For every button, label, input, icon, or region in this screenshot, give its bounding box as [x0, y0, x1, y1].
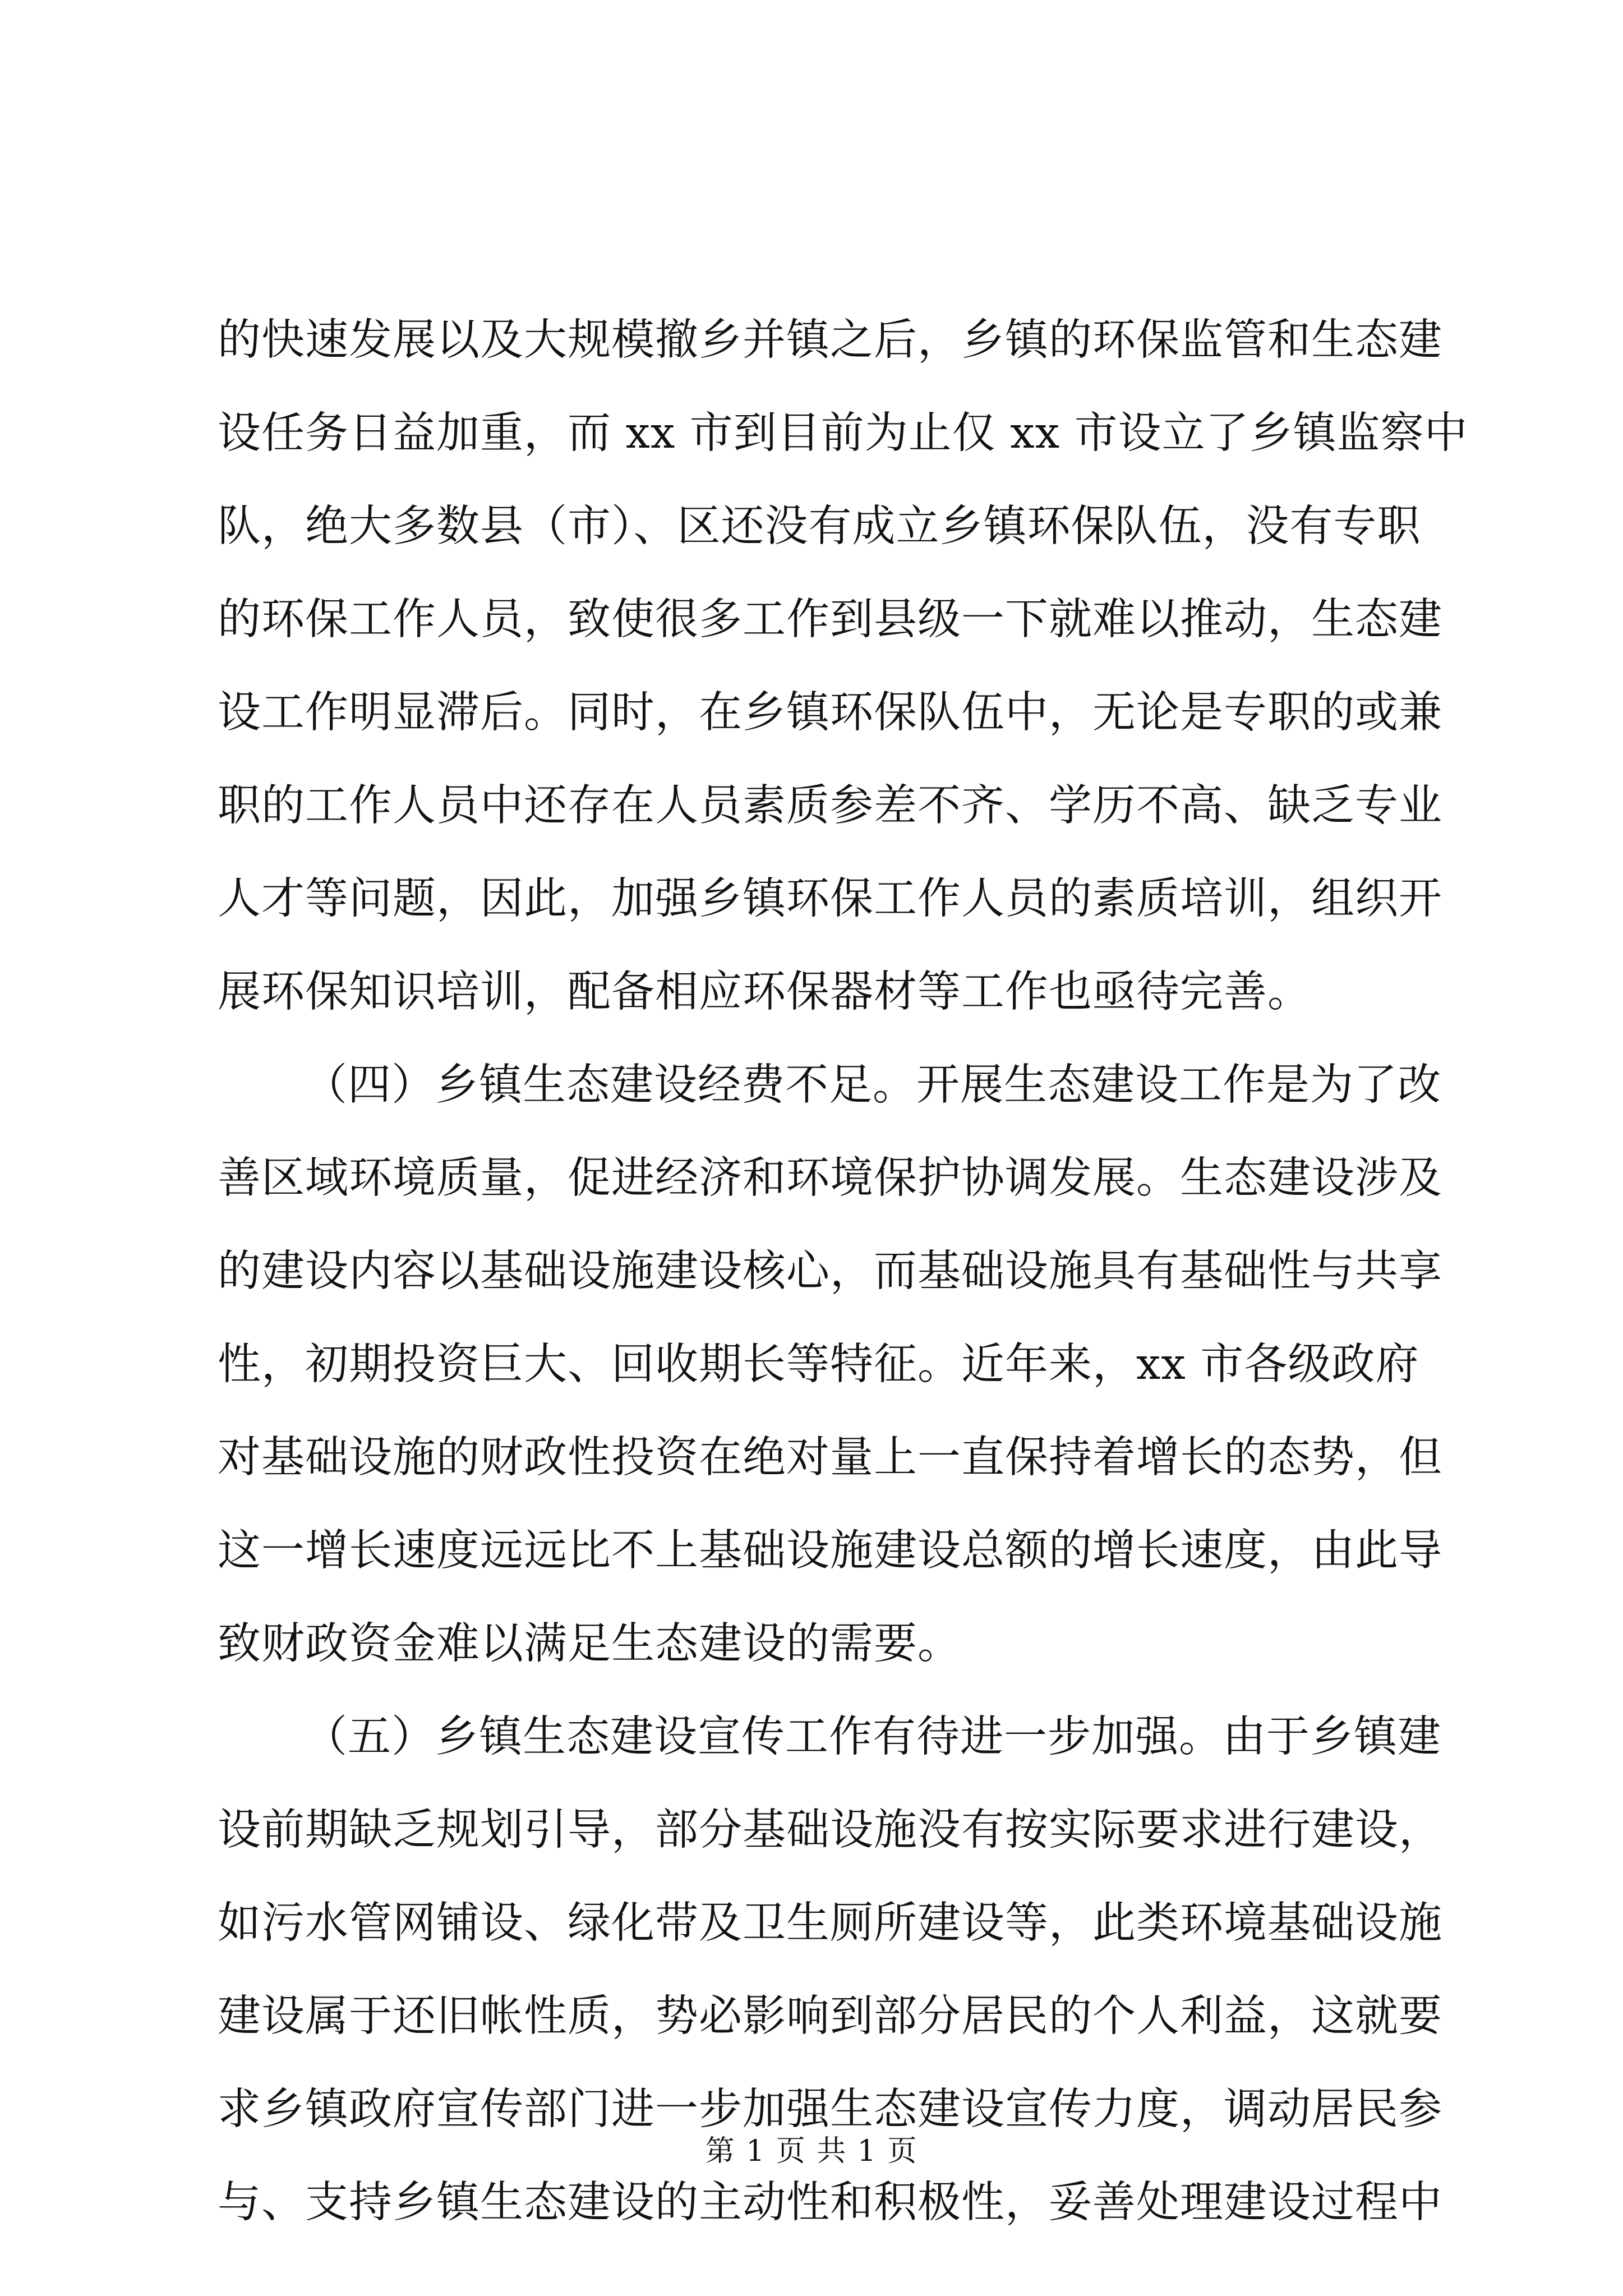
text-line: 建设属于还旧帐性质，势必影响到部分居民的个人利益，这就要 [218, 1991, 1442, 2041]
text-line: 人才等问题，因此，加强乡镇环保工作人员的素质培训，组织开 [218, 874, 1442, 924]
text-line: 设任务日益加重，而 xx 市到目前为止仅 xx 市设立了乡镇监察中 [218, 408, 1468, 458]
text-line: 展环保知识培训，配备相应环保器材等工作也亟待完善。 [218, 967, 1311, 1017]
text-line: 职的工作人员中还存在人员素质参差不齐、学历不高、缺乏专业 [218, 781, 1442, 831]
text-line: 性，初期投资巨大、回收期长等特征。近年来，xx 市各级政府 [218, 1340, 1419, 1389]
text-line: 这一增长速度远远比不上基础设施建设总额的增长速度，由此导 [218, 1526, 1442, 1576]
text-line: 如污水管网铺设、绿化带及卫生厕所建设等，此类环境基础设施 [218, 1898, 1442, 1948]
paragraph-heading-line: （四）乡镇生态建设经费不足。开展生态建设工作是为了改 [304, 1060, 1441, 1110]
text-line: 善区域环境质量，促进经济和环境保护协调发展。生态建设涉及 [218, 1153, 1442, 1203]
text-line: 的环保工作人员，致使很多工作到县级一下就难以推动，生态建 [218, 595, 1442, 645]
text-line: 的快速发展以及大规模撤乡并镇之后，乡镇的环保监管和生态建 [218, 315, 1442, 365]
page-number-footer: 第 1 页 共 1 页 [705, 2134, 918, 2168]
text-line: 的建设内容以基础设施建设核心，而基础设施具有基础性与共享 [218, 1246, 1442, 1296]
text-line: 设工作明显滞后。同时，在乡镇环保队伍中，无论是专职的或兼 [218, 688, 1442, 738]
text-line: 设前期缺乏规划引导，部分基础设施没有按实际要求进行建设， [218, 1805, 1442, 1855]
paragraph-heading-line: （五）乡镇生态建设宣传工作有待进一步加强。由于乡镇建 [304, 1712, 1441, 1762]
text-line: 对基础设施的财政性投资在绝对量上一直保持着增长的态势，但 [218, 1433, 1442, 1483]
text-line: 队，绝大多数县（市）、区还没有成立乡镇环保队伍，没有专职 [218, 501, 1421, 551]
text-line: 与、支持乡镇生态建设的主动性和积极性，妥善处理建设过程中 [218, 2178, 1442, 2228]
text-line: 求乡镇政府宣传部门进一步加强生态建设宣传力度，调动居民参 [218, 2085, 1442, 2134]
body-text [218, 294, 1468, 2249]
text-line: 致财政资金难以满足生态建设的需要。 [218, 1619, 961, 1669]
